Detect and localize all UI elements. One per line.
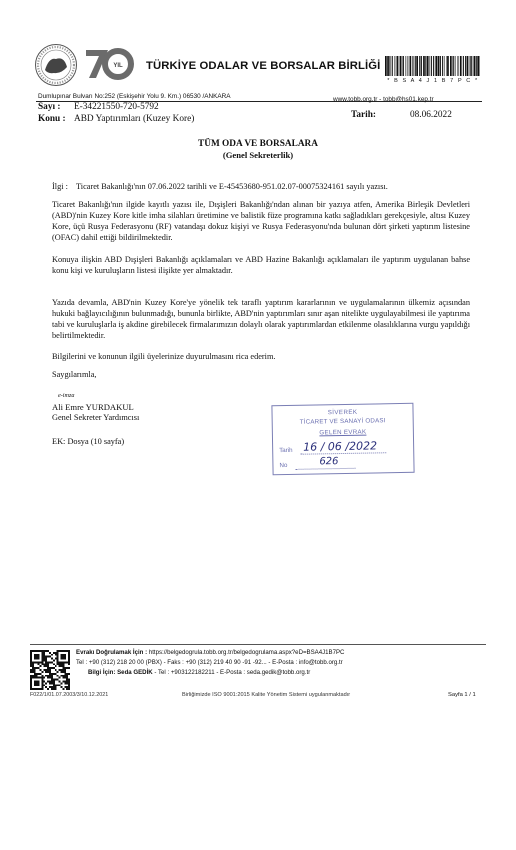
stamp-date-handwritten: 16 / 06 /2022 bbox=[303, 439, 378, 454]
document-number: E-34221550-720-5792 bbox=[74, 102, 159, 112]
stamp-number-handwritten: 626 bbox=[319, 456, 339, 468]
e-signature-mark: e-imza bbox=[58, 392, 75, 399]
stamp-date-label: Tarih bbox=[279, 446, 293, 455]
date-label: Tarih: bbox=[351, 110, 376, 120]
verification-url[interactable]: https://belgedogrula.tobb.org.tr/belgedogrulama.aspx?eD=BSA4J1B7PC bbox=[148, 649, 345, 656]
document-barcode bbox=[385, 56, 481, 76]
verification-line bbox=[76, 649, 344, 656]
info-person-contact: - Tel : +903122182211 - E-Posta : seda.gedik@tobb.org.tr bbox=[154, 669, 311, 676]
stamp-heading: GELEN EVRAK bbox=[319, 428, 367, 437]
attachment-note: EK: Dosya (10 sayfa) bbox=[52, 437, 125, 446]
footer-divider bbox=[30, 644, 486, 645]
reference-text: Ticaret Bakanlığı'nın 07.06.2022 tarihli ve E-45453680-951.02.07-00075324161 sayılı yazısı. bbox=[76, 182, 388, 191]
page-number: Sayfa 1 / 1 bbox=[448, 692, 476, 698]
subject-label: Konu : bbox=[38, 114, 66, 124]
verification-label: Evrakı Doğrulamak İçin : bbox=[76, 649, 148, 656]
received-document-stamp bbox=[271, 403, 414, 475]
reference-label: İlgi : bbox=[52, 182, 68, 191]
organization-name: TÜRKİYE ODALAR VE BORSALAR BİRLİĞİ bbox=[146, 60, 381, 72]
number-label: Sayı : bbox=[38, 102, 61, 112]
body-paragraph: Konuya ilişkin ABD Dışişleri Bakanlığı açıklamaları ve ABD Hazine Bakanlığı açıklamaları ile yaptırım uygulanan bahse konu kişi ve kuruluşların listesi ilişikte yer almaktadır. bbox=[52, 255, 470, 276]
form-code: F022/1/01.07.2003/3/10.12.2021 bbox=[30, 692, 109, 698]
tobb-seal-logo bbox=[34, 43, 78, 87]
organization-address: Dumlupınar Bulvarı No:252 (Eskişehir Yolu 9. Km.) 06530 /ANKARA bbox=[38, 93, 231, 100]
iso-statement: Birliğimizde ISO 9001:2015 Kalite Yönetim Sistemi uygulanmaktadır bbox=[182, 692, 351, 698]
stamp-chamber: TİCARET VE SANAYİ ODASI bbox=[299, 417, 386, 426]
stamp-city: SİVEREK bbox=[327, 408, 358, 417]
document-date: 08.06.2022 bbox=[410, 110, 452, 120]
info-contact-line bbox=[88, 669, 310, 676]
recipient-subtitle: (Genel Sekreterlik) bbox=[222, 150, 294, 160]
seventy-years-logo bbox=[84, 46, 134, 82]
info-person: Bilgi İçin: Seda GEDİK bbox=[88, 669, 153, 676]
body-paragraph: Bilgilerini ve konunun ilgili üyelerinize duyurulmasını rica ederim. bbox=[52, 352, 276, 361]
signer-title: Genel Sekreter Yardımcısı bbox=[52, 413, 140, 422]
svg-text:YIL: YIL bbox=[113, 63, 123, 69]
footer-contact-line: Tel : +90 (312) 218 20 00 (PBX) - Faks : +90 (312) 219 40 90 -91 -92... - E-Posta : info@tobb.org.tr bbox=[76, 659, 343, 666]
signer-name: Ali Emre YURDAKUL bbox=[52, 402, 134, 412]
closing-greeting: Saygılarımla, bbox=[52, 370, 97, 379]
stamp-number-line bbox=[296, 468, 356, 470]
document-subject: ABD Yaptırımları (Kuzey Kore) bbox=[74, 114, 195, 124]
stamp-number-label: No bbox=[279, 461, 288, 470]
recipient-title: TÜM ODA VE BORSALARA bbox=[198, 139, 318, 149]
barcode-caption: * B S A 4 J 1 B 7 P C * bbox=[387, 78, 479, 84]
body-paragraph: Yazıda devamla, ABD'nin Kuzey Kore'ye yönelik tek taraflı yaptırım kararlarının ve uygulamalarının ülkemiz açısından hukuki bağlayıcılığının bulunmadığı, bununla birlikte, ABD'nin yaptırımları sınır aşan nitelikte uygulayabilmesi ile yaptırıma tabi ve kuruluşlarla iş akdine girebilecek firmalarımızın dolaylı olarak yaptırımlardan etkilenme olasılıklarına vurgu yapıldığı belirtilmektedir. bbox=[52, 298, 470, 341]
verification-qr-code bbox=[30, 650, 70, 690]
organization-contact: www.tobb.org.tr - tobb@hs01.kep.tr bbox=[333, 96, 434, 103]
body-paragraph: Ticaret Bakanlığı'nın ilgide kayıtlı yazısı ile, Dışişleri Bakanlığı'ndan alınan bir yazıya atfen, Amerika Birleşik Devletleri (ABD)'nin Kuzey Kore kitle imha silahları üretimine ve balistik füze programına katkı sağladıkları gerekçesiyle, altısı Kuzey Kore, üçü Rusya Federasyonu (RF) vatandaşı dokuz kişiyi ve Rusya Federasyonu'nda bulunan dört şirketi yaptırım listesine (OFAC) dahil ettiği bildirilmektedir. bbox=[52, 200, 470, 243]
